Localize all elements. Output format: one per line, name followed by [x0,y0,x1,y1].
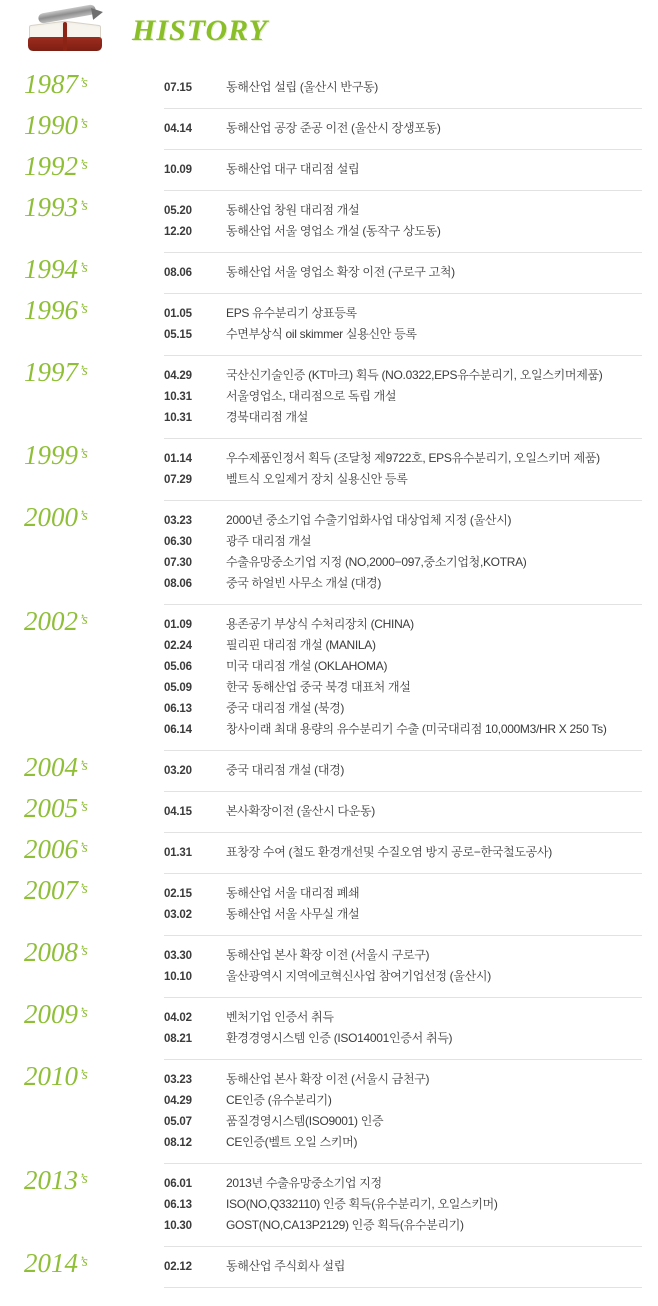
event-item [164,719,642,740]
event-item [164,1256,642,1277]
event-date: 08.12 [164,1137,192,1149]
event-date: 03.20 [164,765,192,777]
event-item [164,200,642,221]
timeline-year-row [16,294,642,356]
timeline-year-row [16,605,642,751]
event-date: 06.13 [164,703,192,715]
event-item [164,159,642,180]
event-date: 06.14 [164,724,192,736]
event-date: 03.23 [164,515,192,527]
timeline-year-row [16,792,642,833]
event-date: 07.30 [164,557,192,569]
timeline-year-row [16,874,642,936]
event-description: 중국 대리점 개설 (북경) [226,701,345,715]
year-number: 2000 [24,502,78,532]
event-description: 미국 대리점 개설 (OKLAHOMA) [226,659,388,673]
event-list [164,833,642,874]
event-description: 벨트식 오일제거 장치 실용신안 등록 [226,472,408,486]
event-date: 12.20 [164,226,192,238]
event-date: 08.06 [164,267,192,279]
year-label [16,253,164,285]
year-label [16,501,164,533]
event-description: 창사이래 최대 용량의 유수분리기 수출 (미국대리점 10,000M3/HR X 250 Ts) [226,722,607,736]
event-list [164,792,642,833]
event-date: 06.13 [164,1199,192,1211]
timeline-year-row [16,356,642,439]
event-item [164,1028,642,1049]
year-number: 2009 [24,999,78,1029]
event-item [164,573,642,594]
year-number: 2007 [24,875,78,905]
year-number: 2002 [24,606,78,636]
event-date: 02.12 [164,1261,192,1273]
year-suffix: ’s [79,758,88,774]
event-item [164,883,642,904]
year-suffix: ’s [79,1005,88,1021]
timeline-year-row [16,191,642,253]
event-item [164,303,642,324]
event-description: ISO(NO,Q332110) 인증 획득(유수분리기, 오일스키머) [226,1197,498,1211]
timeline-year-row [16,501,642,605]
event-list [164,150,642,191]
year-label [16,294,164,326]
event-list [164,253,642,294]
timeline-year-row [16,150,642,191]
event-description: 수면부상식 oil skimmer 실용신안 등록 [226,327,417,341]
event-list [164,294,642,356]
year-suffix: ’s [79,363,88,379]
event-description: 동해산업 대구 대리점 설립 [226,162,360,176]
event-date: 03.30 [164,950,192,962]
year-number: 1996 [24,295,78,325]
year-label [16,150,164,182]
event-description: 벤처기업 인증서 취득 [226,1010,334,1024]
event-date: 05.09 [164,682,192,694]
event-item [164,614,642,635]
event-list [164,1247,642,1288]
timeline-year-row [16,439,642,501]
event-item [164,469,642,490]
event-item [164,221,642,242]
year-suffix: ’s [79,943,88,959]
event-list [164,439,642,501]
event-description: 수출유망중소기업 지정 (NO,2000−097,중소기업청,KOTRA) [226,555,527,569]
event-list [164,874,642,936]
event-description: 동해산업 본사 확장 이전 (서울시 구로구) [226,948,430,962]
year-number: 2008 [24,937,78,967]
year-number: 1997 [24,357,78,387]
event-description: 국산신기술인증 (KT마크) 획득 (NO.0322,EPS유수분리기, 오일스키머제품) [226,368,603,382]
event-item [164,1007,642,1028]
event-date: 07.29 [164,474,192,486]
event-description: 2000년 중소기업 수출기업화사업 대상업체 지정 (울산시) [226,513,512,527]
event-item [164,1215,642,1236]
event-item [164,552,642,573]
event-date: 05.06 [164,661,192,673]
timeline-year-row [16,109,642,150]
year-label [16,439,164,471]
event-description: 환경경영시스템 인증 (ISO14001인증서 취득) [226,1031,453,1045]
year-suffix: ’s [79,116,88,132]
event-item [164,677,642,698]
event-date: 02.24 [164,640,192,652]
event-description: 서울영업소, 대리점으로 독립 개설 [226,389,397,403]
event-item [164,760,642,781]
event-item [164,656,642,677]
event-item [164,635,642,656]
event-date: 04.29 [164,1095,192,1107]
event-description: 경북대리점 개설 [226,410,309,424]
event-description: GOST(NO,CA13P2129) 인증 획득(유수분리기) [226,1218,464,1232]
event-item [164,407,642,428]
event-date: 04.29 [164,370,192,382]
event-description: 용존공기 부상식 수처리장치 (CHINA) [226,617,414,631]
event-item [164,510,642,531]
year-number: 2013 [24,1165,78,1195]
year-label [16,68,164,100]
year-number: 2010 [24,1061,78,1091]
event-date: 05.20 [164,205,192,217]
event-item [164,1090,642,1111]
event-date: 10.09 [164,164,192,176]
year-suffix: ’s [79,612,88,628]
event-date: 05.07 [164,1116,192,1128]
timeline-year-row [16,936,642,998]
year-suffix: ’s [79,157,88,173]
event-item [164,1069,642,1090]
event-description: 본사확장이전 (울산시 다운동) [226,804,375,818]
event-date: 04.14 [164,123,192,135]
event-item [164,698,642,719]
event-date: 01.31 [164,847,192,859]
event-description: 동해산업 본사 확장 이전 (서울시 금천구) [226,1072,430,1086]
event-item [164,118,642,139]
event-date: 04.02 [164,1012,192,1024]
event-list [164,356,642,439]
event-date: 06.01 [164,1178,192,1190]
year-label [16,1247,164,1279]
year-label [16,792,164,824]
event-list [164,191,642,253]
event-date: 03.02 [164,909,192,921]
event-description: 울산광역시 지역에코혁신사업 참여기업선정 (울산시) [226,969,491,983]
year-number: 2004 [24,752,78,782]
year-label [16,936,164,968]
event-description: CE인증(벨트 오일 스키머) [226,1135,358,1149]
event-date: 01.14 [164,453,192,465]
event-list [164,751,642,792]
event-list [164,605,642,751]
event-description: 동해산업 서울 영업소 확장 이전 (구로구 고척) [226,265,455,279]
year-suffix: ’s [79,301,88,317]
event-date: 08.21 [164,1033,192,1045]
history-timeline [0,62,658,1306]
year-label [16,191,164,223]
year-number: 2005 [24,793,78,823]
event-date: 01.09 [164,619,192,631]
event-description: 동해산업 서울 영업소 개설 (동작구 상도동) [226,224,441,238]
event-date: 10.31 [164,391,192,403]
event-description: 동해산업 주식회사 설립 [226,1259,345,1273]
event-list [164,1164,642,1247]
year-label [16,833,164,865]
event-description: 광주 대리점 개설 [226,534,312,548]
year-suffix: ’s [79,1067,88,1083]
year-number: 1990 [24,110,78,140]
year-number: 1987 [24,69,78,99]
event-description: 필리핀 대리점 개설 (MANILA) [226,638,376,652]
event-item [164,945,642,966]
event-list [164,998,642,1060]
event-item [164,386,642,407]
year-suffix: ’s [79,260,88,276]
timeline-year-row [16,751,642,792]
event-description: 한국 동해산업 중국 북경 대표처 개설 [226,680,411,694]
timeline-year-row [16,1060,642,1164]
event-item [164,262,642,283]
event-list [164,109,642,150]
year-suffix: ’s [79,799,88,815]
event-date: 03.23 [164,1074,192,1086]
event-description: 동해산업 공장 준공 이전 (울산시 장생포동) [226,121,441,135]
event-item [164,904,642,925]
event-description: 동해산업 창원 대리점 개설 [226,203,360,217]
year-suffix: ’s [79,1254,88,1270]
event-description: 우수제품인정서 획득 (조달청 제9722호, EPS유수분리기, 오일스키머 제품) [226,451,600,465]
event-date: 02.15 [164,888,192,900]
year-label [16,605,164,637]
year-suffix: ’s [79,508,88,524]
event-item [164,1132,642,1153]
event-date: 01.05 [164,308,192,320]
event-date: 10.10 [164,971,192,983]
event-date: 07.15 [164,82,192,94]
event-description: EPS 유수분리기 상표등록 [226,306,357,320]
event-item [164,324,642,345]
timeline-year-row [16,1164,642,1247]
event-date: 04.15 [164,806,192,818]
book-with-pen-icon [28,9,104,55]
year-suffix: ’s [79,198,88,214]
event-item [164,531,642,552]
page-header [0,0,658,62]
year-suffix: ’s [79,1171,88,1187]
year-label [16,998,164,1030]
year-label [16,109,164,141]
event-item [164,1194,642,1215]
year-label [16,356,164,388]
event-date: 10.30 [164,1220,192,1232]
event-item [164,365,642,386]
event-list [164,501,642,605]
year-number: 1999 [24,440,78,470]
event-list [164,1060,642,1164]
event-description: 품질경영시스템(ISO9001) 인증 [226,1114,384,1128]
timeline-year-row [16,1247,642,1288]
year-label [16,1060,164,1092]
event-date: 05.15 [164,329,192,341]
year-label [16,874,164,906]
event-list [164,936,642,998]
year-number: 1993 [24,192,78,222]
event-date: 10.31 [164,412,192,424]
timeline-year-row [16,253,642,294]
event-description: CE인증 (유수분리기) [226,1093,332,1107]
timeline-year-row [16,833,642,874]
year-number: 1994 [24,254,78,284]
year-number: 1992 [24,151,78,181]
year-suffix: ’s [79,840,88,856]
event-description: 동해산업 서울 대리점 폐쇄 [226,886,360,900]
event-item [164,966,642,987]
timeline-year-row [16,998,642,1060]
year-suffix: ’s [79,881,88,897]
year-number: 2006 [24,834,78,864]
event-item [164,842,642,863]
event-item [164,77,642,98]
year-suffix: ’s [79,75,88,91]
event-description: 동해산업 설립 (울산시 반구동) [226,80,378,94]
pen-tip [91,6,104,20]
year-label [16,751,164,783]
year-suffix: ’s [79,446,88,462]
event-item [164,1111,642,1132]
event-description: 동해산업 서울 사무실 개설 [226,907,360,921]
event-description: 표창장 수여 (철도 환경개선및 수질오염 방지 공로−한국철도공사) [226,845,552,859]
book-spine [63,22,67,51]
page-title: HISTORY [132,14,268,47]
event-item [164,1173,642,1194]
event-date: 06.30 [164,536,192,548]
year-label [16,1164,164,1196]
event-item [164,448,642,469]
event-item [164,801,642,822]
event-date: 08.06 [164,578,192,590]
event-description: 2013년 수출유망중소기업 지정 [226,1176,382,1190]
event-list [164,68,642,109]
event-description: 중국 대리점 개설 (대경) [226,763,345,777]
timeline-year-row [16,68,642,109]
year-number: 2014 [24,1248,78,1278]
event-description: 중국 하얼빈 사무소 개설 (대경) [226,576,382,590]
